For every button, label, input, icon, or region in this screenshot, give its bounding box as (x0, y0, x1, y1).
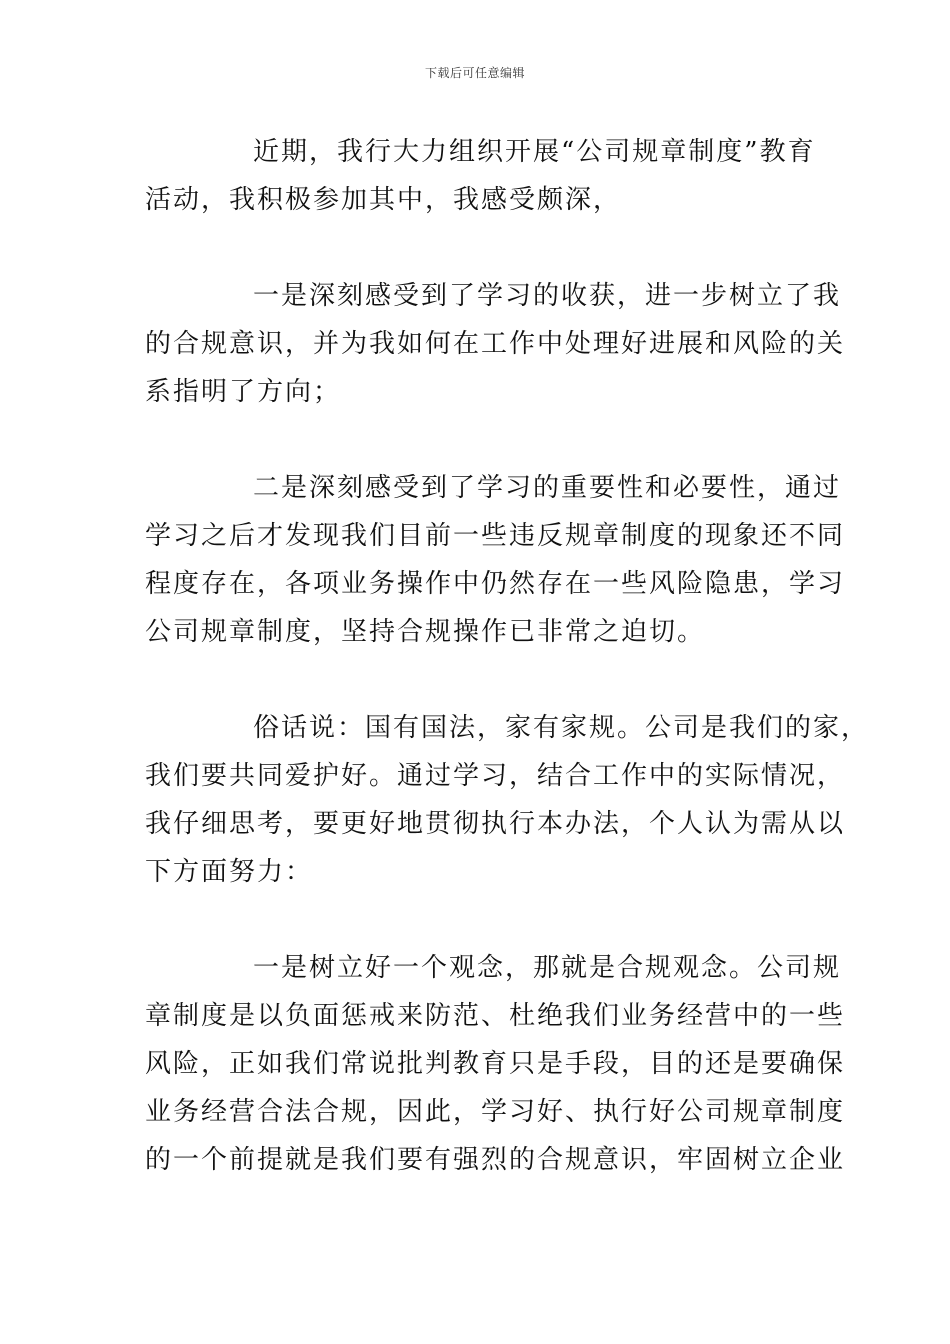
text-line: 我们要共同爱护好。通过学习，结合工作中的实际情况， (145, 761, 846, 791)
text-line: 二是深刻感受到了学习的重要性和必要性，通过 (253, 473, 842, 503)
text-line: 俗话说：国有国法，家有家规。公司是我们的家， (253, 713, 870, 743)
text-line: 我仔细思考，要更好地贯彻执行本办法，个人认为需从以 (145, 809, 846, 839)
text-line: 活动，我积极参加其中，我感受颇深， (145, 185, 622, 215)
text-line: 业务经营合法合规，因此，学习好、执行好公司规章制度 (145, 1097, 846, 1127)
text-line: 近期，我行大力组织开展“公司规章制度”教育 (253, 137, 816, 167)
text-line: 程度存在，各项业务操作中仍然存在一些风险隐患，学习 (145, 569, 846, 599)
paragraph-1 (145, 128, 815, 224)
paragraph-4 (145, 704, 870, 896)
page-header: 下载后可任意编辑 (424, 66, 525, 80)
text-line: 的合规意识，并为我如何在工作中处理好进展和风险的关 (145, 329, 846, 359)
text-line: 学习之后才发现我们目前一些违反规章制度的现象还不同 (145, 521, 846, 551)
text-line: 风险，正如我们常说批判教育只是手段，目的还是要确保 (145, 1049, 846, 1079)
text-line: 的一个前提就是我们要有强烈的合规意识，牢固树立企业 (145, 1145, 846, 1175)
paragraph-3 (145, 464, 846, 656)
paragraph-5 (145, 944, 846, 1184)
text-line: 下方面努力： (145, 857, 314, 887)
text-line: 一是深刻感受到了学习的收获，进一步树立了我 (253, 281, 842, 311)
text-line: 章制度是以负面惩戒来防范、杜绝我们业务经营中的一些 (145, 1001, 846, 1031)
text-line: 公司规章制度，坚持合规操作已非常之迫切。 (145, 617, 706, 647)
document-body (145, 128, 870, 1232)
text-line: 系指明了方向； (145, 377, 342, 407)
paragraph-2 (145, 272, 846, 416)
text-line: 一是树立好一个观念，那就是合规观念。公司规 (253, 953, 842, 983)
